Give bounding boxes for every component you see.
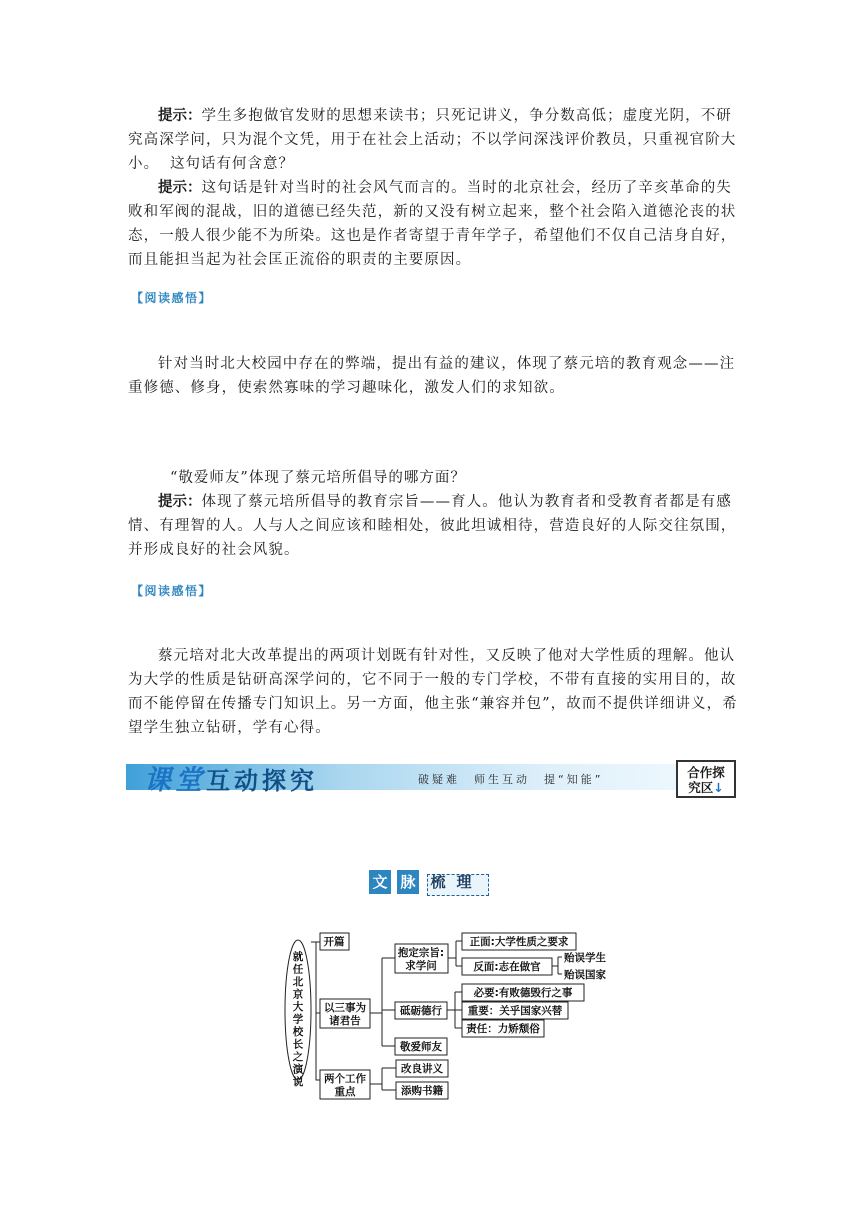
question-2: “敬爱师友”体现了蔡元培所倡导的哪方面？ xyxy=(170,470,466,486)
mindmap-label-daiwu1: 贻误学生 xyxy=(564,952,606,964)
mindmap-label-tiangou: 添购书籍 xyxy=(401,1085,443,1097)
mindmap-label-kaipian: 开篇 xyxy=(323,936,345,948)
mindmap-label-fanmian: 反面:志在做官 xyxy=(473,961,541,973)
mindmap-label-baoding-2: 求学问 xyxy=(405,960,437,972)
mindmap-label-dili: 砥砺德行 xyxy=(400,1005,442,1017)
reading-insight-heading-2: 【阅读感悟】 xyxy=(131,584,213,598)
mindmap-label-zeren: 责任：力矫颓俗 xyxy=(466,1023,540,1035)
hint-label: 提示： xyxy=(158,108,202,124)
reading-insight-heading-1: 【阅读感悟】 xyxy=(131,291,213,305)
mindmap-label-jingai: 敬爱师友 xyxy=(400,1041,442,1053)
mindmap-label-liangge-1: 两个工作 xyxy=(324,1073,366,1085)
hint-text: 这句话是针对当时的社会风气而言的。当时的北京社会，经历了辛亥革命的失败和军阀的混战，旧的道德已经失范，新的又没有树立起来，整个社会陷入道德沦丧的状态，一般人很少能不为所染。这也是作者寄望于青年学子，希望他们不仅自己洁身自好，而且能担当起为社会匡正流俗的职责的主要原因。 xyxy=(128,180,737,268)
banner-title: 课堂互动探究 xyxy=(144,765,318,796)
mindmap-label-daiwu2: 贻误国家 xyxy=(564,969,606,981)
hint-label: 提示： xyxy=(158,494,202,510)
mindmap-title-char: 脉 xyxy=(397,870,419,894)
mindmap-title-char: 文 xyxy=(369,870,391,894)
mindmap-root-text: 就任北京大学校长之演说 xyxy=(292,951,304,1088)
insight-text: 针对当时北大校园中存在的弊端，提出有益的建议，体现了蔡元培的教育观念——注重修德、修身，使索然寡味的学习趣味化，激发人们的求知欲。 xyxy=(128,356,736,396)
hint-text: 体现了蔡元培所倡导的教育宗旨——育人。他认为教育者和受教育者都是有感情、有理智的人。人与人之间应该和睦相处，彼此坦诚相待，营造良好的人际交往氛围，并形成良好的社会风貌。 xyxy=(128,494,737,558)
mindmap-label-zhengmian: 正面:大学性质之要求 xyxy=(469,936,569,948)
mindmap-label-yisanshi-2: 诸君告 xyxy=(329,1015,361,1027)
mindmap-label-liangge-2: 重点 xyxy=(334,1086,356,1098)
mindmap-label-baoding-1: 抱定宗旨: xyxy=(397,947,445,959)
mindmap-label-gailiang: 改良讲义 xyxy=(401,1063,443,1075)
banner-subtitle: 破疑难 师生互动 提“知能” xyxy=(418,773,604,786)
mindmap-label-yisanshi-1: 以三事为 xyxy=(324,1002,366,1014)
mindmap-title-char: 梳 xyxy=(430,873,446,891)
mindmap-root-label xyxy=(292,950,305,1088)
mindmap-label-biyao: 必要:有败德毁行之事 xyxy=(473,987,573,999)
question-1: 这句话有何含意？ xyxy=(170,156,294,172)
insight-text: 蔡元培对北大改革提出的两项计划既有针对性，又反映了他对大学性质的理解。他认为大学的性质是钻研高深学问的，它不同于一般的专门学校，不带有直接的实用目的，故而不能停留在传播专门知识上。另一方面，他主张“兼容并包”，故而不提供详细讲义，希望学生独立钻研，学有心得。 xyxy=(128,648,738,736)
cooperative-exploration-badge: 合作探 究区↓ xyxy=(676,760,736,798)
mindmap-title-char: 理 xyxy=(456,873,472,891)
down-arrow-icon: ↓ xyxy=(713,780,724,795)
hint-text: 学生多抱做官发财的思想来读书；只死记讲义，争分数高低；虚度光阴，不研究高深学问，只为混个文凭，用于在社会上活动；不以学问深浅评价教员，只重视官阶大小。 xyxy=(128,108,737,172)
mindmap-label-zhongyao: 重要：关乎国家兴替 xyxy=(467,1005,563,1017)
hint-label: 提示： xyxy=(158,180,202,196)
